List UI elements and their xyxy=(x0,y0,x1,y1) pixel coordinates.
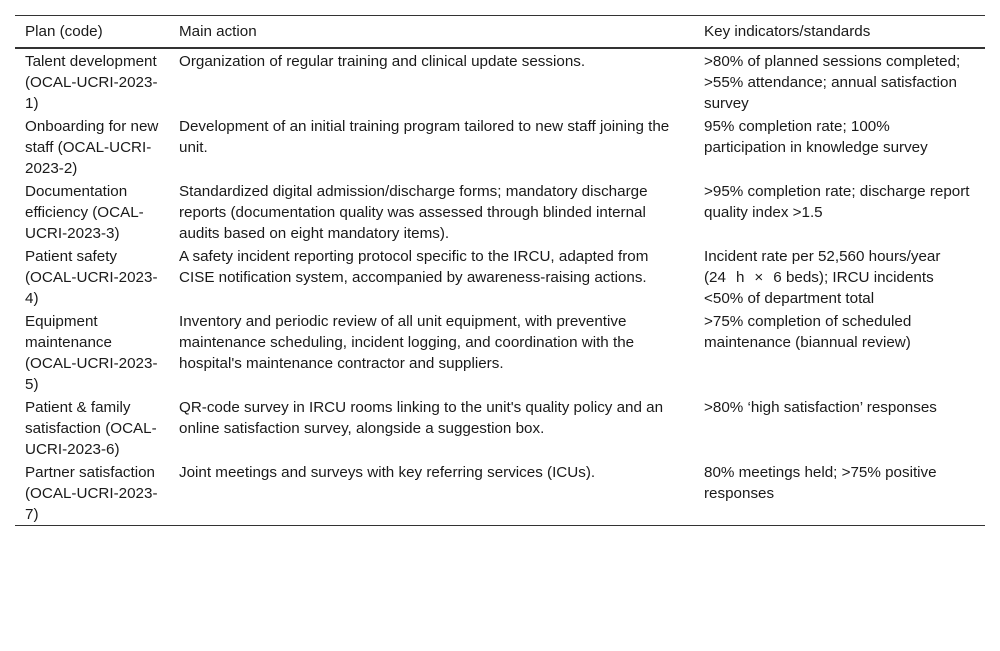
indicator-cell: 80% meetings held; >75% positive responses xyxy=(704,464,937,502)
plan-cell: Patient & family satisfaction (OCAL-UCRI-2023-6) xyxy=(25,399,157,458)
table-row xyxy=(15,48,985,114)
table-row xyxy=(15,244,985,309)
indicator-cell: >80% of planned sessions completed; >55% attendance; annual satisfaction survey xyxy=(704,53,961,112)
quality-plans-table-container xyxy=(15,15,985,526)
table-row xyxy=(15,179,985,244)
indicator-cell: >75% completion of scheduled maintenance (biannual review) xyxy=(704,313,912,351)
indicator-text-c: 6 beds); IRCU incidents <50% of department total xyxy=(704,269,934,307)
plan-cell: Equipment maintenance (OCAL-UCRI-2023-5) xyxy=(25,313,158,393)
quality-plans-table xyxy=(15,15,985,526)
indicator-text-a: Incident rate per 52,560 hours/year (24 xyxy=(704,248,941,286)
hours-unit: h xyxy=(735,269,745,286)
indicator-cell: 95% completion rate; 100% participation in knowledge survey xyxy=(704,118,928,156)
table-row xyxy=(15,114,985,179)
multiplication-sign: × xyxy=(754,269,764,286)
header-plan-code: Plan (code) xyxy=(25,23,103,40)
action-cell: Organization of regular training and clinical update sessions. xyxy=(179,53,586,70)
plan-cell: Documentation efficiency (OCAL-UCRI-2023-3) xyxy=(25,183,144,242)
header-main-action: Main action xyxy=(179,23,257,40)
table-body xyxy=(15,48,985,526)
action-cell: A safety incident reporting protocol specific to the IRCU, adapted from CISE notification system, accompanied by awareness-raising actions. xyxy=(179,248,649,286)
indicator-cell: >95% completion rate; discharge report quality index >1.5 xyxy=(704,183,970,221)
indicator-cell: >80% ‘high satisfaction’ responses xyxy=(704,399,937,416)
indicator-cell xyxy=(694,244,985,309)
table-header xyxy=(15,16,985,49)
header-key-indicators: Key indicators/standards xyxy=(704,23,871,40)
table-row xyxy=(15,460,985,526)
action-cell: Joint meetings and surveys with key referring services (ICUs). xyxy=(179,464,596,481)
plan-cell: Onboarding for new staff (OCAL-UCRI-2023-2) xyxy=(25,118,159,177)
plan-cell: Talent development (OCAL-UCRI-2023-1) xyxy=(25,53,158,112)
header-row xyxy=(15,16,985,49)
action-cell: Standardized digital admission/discharge forms; mandatory discharge reports (documentation quality was assessed through blinded internal audits based on eight mandatory items). xyxy=(179,183,648,242)
table-row xyxy=(15,309,985,395)
plan-cell: Partner satisfaction (OCAL-UCRI-2023-7) xyxy=(25,464,158,523)
table-row xyxy=(15,395,985,460)
action-cell: QR-code survey in IRCU rooms linking to the unit's quality policy and an online satisfaction survey, alongside a suggestion box. xyxy=(179,399,664,437)
action-cell: Development of an initial training program tailored to new staff joining the unit. xyxy=(179,118,670,156)
plan-cell: Patient safety (OCAL-UCRI-2023-4) xyxy=(25,248,158,307)
action-cell: Inventory and periodic review of all unit equipment, with preventive maintenance scheduling, incident logging, and coordination with the hospital's maintenance contractor and suppliers. xyxy=(179,313,635,372)
